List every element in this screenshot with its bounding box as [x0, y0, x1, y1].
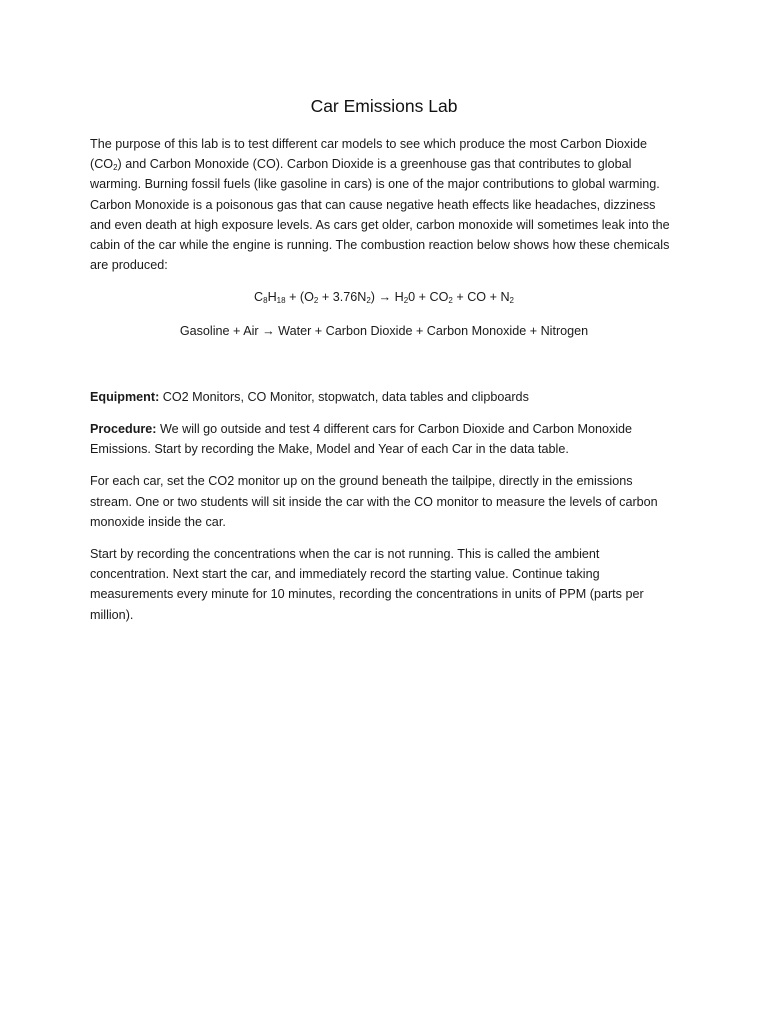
document-title: Car Emissions Lab: [310, 96, 458, 116]
eq-subscript: 2: [509, 296, 514, 306]
procedure-text: We will go outside and test 4 different cars for Carbon Dioxide and Carbon Monoxide Emissions. Start by recording the Make, Model and Year of each Car in the data table.: [90, 422, 633, 457]
intro-text-part1: The purpose of this lab is to test different car models to see which produce the most Carbon Dioxide (CO: [90, 137, 647, 172]
eq-text: + CO + N: [452, 290, 510, 305]
intro-text-part2: ) and Carbon Monoxide (CO). Carbon Dioxide is a greenhouse gas that contributes to global warming. Burning fossil fuels (like gasoline in cars) is one of the major contributions to global warming. Carbon Monoxide is a poisonous gas that can cause negative heath effects like headaches, dizziness and even death at high exposure levels. As cars get older, carbon monoxide will sometimes leak into the cabin of the car while the engine is running. The combustion reaction below shows how these chemicals are produced:: [90, 157, 670, 273]
eq-text: ) → H: [370, 290, 404, 305]
intro-subscript: 2: [113, 163, 118, 173]
chemical-equation: [90, 287, 678, 307]
eq-text: 0 + CO: [408, 290, 449, 305]
eq-subscript: 18: [276, 296, 286, 306]
intro-paragraph: [90, 134, 678, 275]
eq-subscript: 2: [366, 296, 371, 306]
eq-text: H: [267, 290, 277, 305]
equipment-label: Equipment:: [90, 389, 160, 404]
equipment-paragraph: [90, 387, 678, 407]
equipment-text: CO2 Monitors, CO Monitor, stopwatch, data tables and clipboards: [159, 389, 529, 404]
eq-text: + (O: [285, 290, 314, 305]
procedure-paragraph: [90, 419, 678, 459]
setup-paragraph: For each car, set the CO2 monitor up on the ground beneath the tailpipe, directly in the emissions stream. One or two students will sit inside the car with the CO monitor to measure the levels of carbon monoxide inside the car.: [90, 474, 658, 529]
eq-subscript: 2: [403, 296, 409, 306]
eq-text: C: [254, 290, 264, 305]
eq-text: + 3.76N: [318, 290, 367, 305]
document-page: [90, 94, 678, 637]
eq-subscript: 2: [313, 296, 319, 306]
eq-subscript: 8: [263, 296, 268, 306]
word-equation: Gasoline + Air → Water + Carbon Dioxide + Carbon Monoxide + Nitrogen: [179, 323, 589, 338]
measurement-paragraph: Start by recording the concentrations when the car is not running. This is called the ambient concentration. Next start the car, and immediately record the starting value. Continue taking measurements every minute for 10 minutes, recording the concentrations in units of PPM (parts per million).: [90, 547, 644, 622]
eq-subscript: 2: [448, 296, 453, 306]
procedure-label: Procedure:: [90, 422, 157, 437]
